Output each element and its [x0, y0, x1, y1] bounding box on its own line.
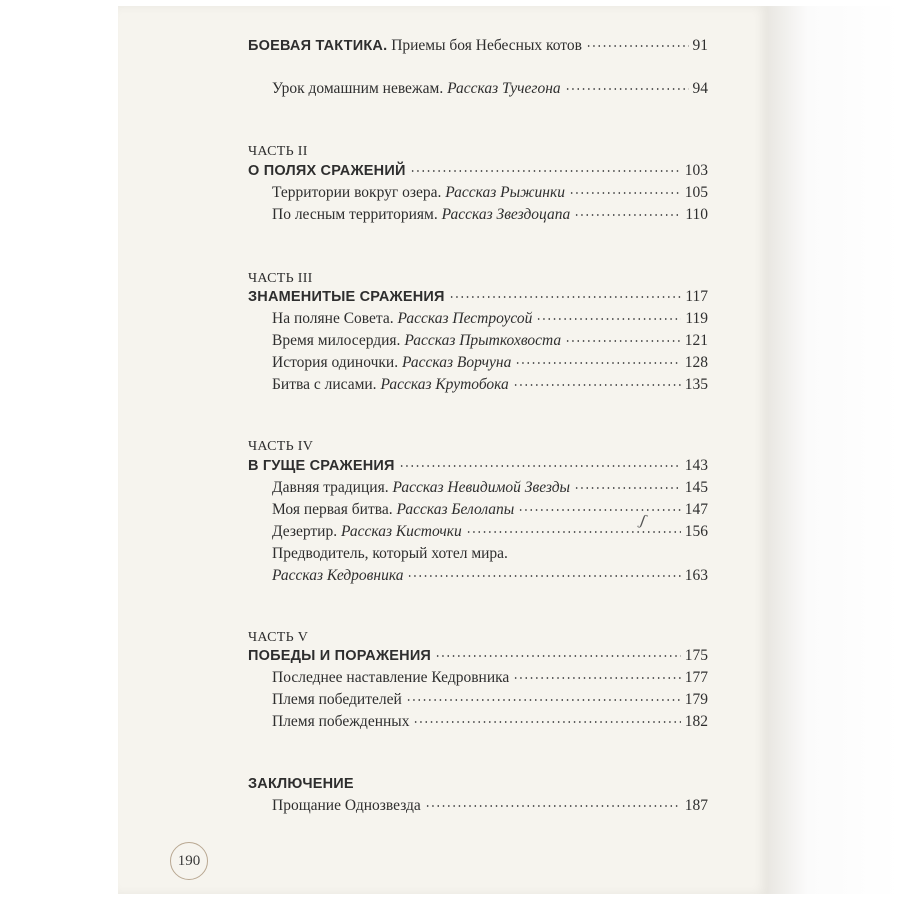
entry-author: Рассказ Невидимой Звезды	[388, 479, 571, 496]
section-title: ЗНАМЕНИТЫЕ СРАЖЕНИЯ	[248, 289, 445, 305]
entry-title: Приемы боя Небесных котов	[387, 37, 582, 54]
entry-author: Рассказ Пестроусой	[393, 310, 533, 327]
page-number: 190	[170, 842, 208, 880]
entry-page-number: 156	[684, 523, 708, 540]
entry-title: Давняя традиция.	[272, 479, 389, 496]
entry-author: Рассказ Рыжинки	[441, 184, 565, 201]
entry-page-number: 135	[684, 376, 708, 393]
toc-section-entry[interactable]	[248, 646, 708, 666]
entry-title: Битва с лисами.	[272, 376, 377, 393]
entry-title: Моя первая битва.	[272, 501, 393, 518]
dot-leader	[425, 805, 681, 807]
toc-entry[interactable]	[272, 353, 708, 373]
dot-leader	[413, 721, 680, 723]
entry-title: Урок домашним невежам.	[272, 80, 444, 97]
toc-entry[interactable]	[272, 690, 708, 710]
dot-leader	[515, 362, 680, 364]
entry-page-number: 175	[684, 647, 708, 664]
section-title: В ГУЩЕ СРАЖЕНИЯ	[248, 458, 395, 474]
dot-leader	[565, 340, 681, 342]
section-title: ПОБЕДЫ И ПОРАЖЕНИЯ	[248, 648, 432, 664]
entry-title: На поляне Совета.	[272, 310, 394, 327]
toc-entry[interactable]	[272, 478, 708, 498]
dot-leader	[435, 655, 681, 657]
dot-leader	[574, 487, 681, 489]
entry-page-number: 177	[684, 669, 708, 686]
toc-entry[interactable]	[272, 331, 708, 351]
toc-entry[interactable]	[272, 796, 708, 816]
entry-page-number: 121	[684, 332, 708, 349]
entry-author: Рассказ Кедровника	[272, 567, 404, 584]
toc-entry[interactable]	[272, 79, 708, 99]
entry-title: Прощание Однозвезда	[272, 797, 421, 814]
entry-page-number: 187	[684, 797, 708, 814]
entry-page-number: 163	[684, 567, 708, 584]
entry-page-number: 147	[684, 501, 708, 518]
toc-entry[interactable]	[272, 566, 708, 586]
toc-section-entry[interactable]	[248, 36, 708, 56]
dot-leader	[586, 45, 689, 47]
entry-title: По лесным территориям.	[272, 206, 438, 223]
entry-title: История одиночки.	[272, 354, 399, 371]
dot-leader	[569, 192, 681, 194]
entry-page-number: 103	[684, 162, 708, 179]
toc-entry[interactable]	[272, 205, 708, 225]
dot-leader	[407, 575, 680, 577]
toc-entry[interactable]	[272, 309, 708, 329]
entry-author: Рассказ Тучегона	[443, 80, 561, 97]
toc-entry[interactable]	[272, 183, 708, 203]
entry-author: Рассказ Звездоцапа	[437, 206, 571, 223]
entry-page-number: 145	[684, 479, 708, 496]
entry-author: Рассказ Кисточки	[337, 523, 462, 540]
entry-page-number: 117	[685, 288, 708, 305]
dot-leader	[399, 465, 681, 467]
dot-leader	[536, 318, 681, 320]
toc-entry[interactable]	[272, 544, 708, 564]
entry-title: Время милосердия.	[272, 332, 401, 349]
dot-leader	[410, 170, 681, 172]
entry-title: Племя побежденных	[272, 713, 410, 730]
entry-page-number: 105	[684, 184, 708, 201]
entry-title: Последнее наставление Кедровника	[272, 669, 510, 686]
dot-leader	[406, 699, 681, 701]
toc-section-entry[interactable]	[248, 161, 708, 181]
entry-page-number: 179	[684, 691, 708, 708]
entry-page-number: 182	[684, 713, 708, 730]
entry-author: Рассказ Крутобока	[376, 376, 509, 393]
part-heading: ЧАСТЬ IV	[248, 439, 314, 454]
dot-leader	[518, 509, 680, 511]
toc-entry[interactable]	[272, 375, 708, 395]
entry-page-number: 128	[684, 354, 708, 371]
entry-title: Дезертир.	[272, 523, 338, 540]
entry-title: Племя победителей	[272, 691, 402, 708]
entry-author: Рассказ Ворчуна	[398, 354, 512, 371]
entry-page-number: 110	[685, 206, 708, 223]
entry-author: Рассказ Белолапы	[392, 501, 515, 518]
part-heading: ЧАСТЬ III	[248, 271, 313, 286]
toc-entry[interactable]	[272, 668, 708, 688]
pen-mark: ʃ	[637, 511, 649, 530]
entry-title: Территории вокруг озера.	[272, 184, 442, 201]
dot-leader	[513, 384, 681, 386]
part-heading: ЧАСТЬ V	[248, 630, 309, 645]
dot-leader	[466, 531, 681, 533]
toc-section-entry[interactable]	[248, 456, 708, 476]
part-heading: ЧАСТЬ II	[248, 144, 308, 159]
section-title: О ПОЛЯХ СРАЖЕНИЙ	[248, 163, 406, 179]
toc-entry[interactable]	[272, 712, 708, 732]
entry-page-number: 143	[684, 457, 708, 474]
dot-leader	[449, 296, 682, 298]
dot-leader	[574, 214, 681, 216]
entry-page-number: 94	[692, 80, 708, 97]
toc-section-entry[interactable]	[248, 774, 708, 794]
entry-title: Предводитель, который хотел мира.	[272, 545, 508, 562]
section-title: БОЕВАЯ ТАКТИКА.	[248, 38, 388, 54]
entry-page-number: 91	[692, 37, 708, 54]
section-title: ЗАКЛЮЧЕНИЕ	[248, 776, 354, 792]
toc-section-entry[interactable]	[248, 287, 708, 307]
entry-page-number: 119	[685, 310, 708, 327]
dot-leader	[513, 677, 680, 679]
dot-leader	[565, 88, 689, 90]
entry-author: Рассказ Прыткохвоста	[400, 332, 562, 349]
